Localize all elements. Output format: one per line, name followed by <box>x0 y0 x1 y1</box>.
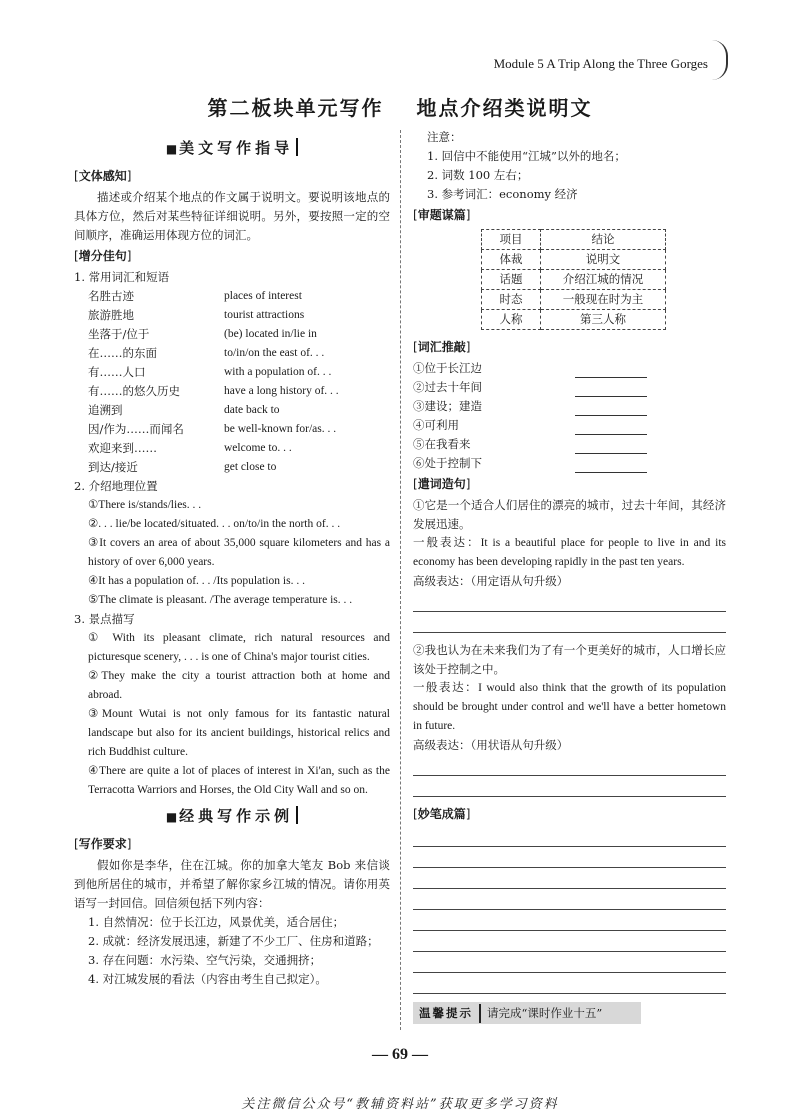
sentence-q2: ②我也认为在未来我们为了有一个更美好的城市，人口增长应该处于控制之中。 <box>413 643 726 676</box>
answer-blank[interactable] <box>575 384 647 397</box>
writing-line[interactable] <box>413 591 726 612</box>
phrase-row: 欢迎来到…… welcome to. . . <box>88 441 292 455</box>
title-left: 第二板块单元写作 <box>207 96 384 120</box>
requirement-item: 4. 对江城发展的看法（内容由考生自己拟定）。 <box>88 972 327 986</box>
phrase-row: 有……人口 with a population of. . . <box>88 365 332 379</box>
sentence-q1: ①它是一个适合人们居住的漂亮的城市，过去十年间，其经济发展迅速。 <box>413 498 726 531</box>
scenic-sentence: ④There are quite a lot of places of interest in Xi'an, such as the Terracotta Warriors and Horses, the Old City Wall and so on. <box>88 765 390 796</box>
phrase-row: 有……的悠久历史 have a long history of. . . <box>88 384 339 398</box>
phrase-row: 因/作为……而闻名 be well-known for/as. . . <box>88 422 337 436</box>
tip-box <box>413 1002 641 1024</box>
tag-boost: [增分佳句] <box>74 249 132 263</box>
tag-compose: [妙笔成篇] <box>413 807 471 821</box>
boost-subtitle-3: 3. 景点描写 <box>74 612 135 626</box>
vocab-item: ⑥处于控制下 <box>413 454 726 473</box>
writing-line[interactable] <box>413 973 726 994</box>
tag-vocab: [词汇推敲] <box>413 340 471 354</box>
location-sentence: ①There is/stands/lies. . . <box>88 499 202 511</box>
heading-bar <box>296 138 298 156</box>
answer-blank[interactable] <box>575 365 647 378</box>
table-row: 时态 一般现在时为主 <box>482 290 666 310</box>
guide-heading: ■ 美文写作指导 <box>74 138 390 159</box>
example-heading: ■ 经典写作示例 <box>74 806 390 827</box>
phrase-row: 到达/接近 get close to <box>88 460 277 474</box>
writing-line[interactable] <box>413 931 726 952</box>
writing-line[interactable] <box>413 826 726 847</box>
title-right: 地点介绍类说明文 <box>416 96 593 120</box>
requirement-item: 3. 存在问题：水污染、空气污染，交通拥挤； <box>88 953 322 967</box>
location-sentence: ②. . . lie/be located/situated. . . on/to/in the north of. . . <box>88 518 341 530</box>
note-item: 3. 参考词汇：economy 经济 <box>427 187 578 201</box>
page-number: — 69 — <box>372 1046 428 1063</box>
sentence-q1-plain: 一般表达：It is a beautiful place for people to live in and its economy has been developing rapidly in the past ten years. <box>413 537 726 568</box>
writing-line[interactable] <box>413 868 726 889</box>
scenic-sentence: ③Mount Wutai is not only famous for its fantastic natural landscape but also for its ancient buildings, historical relics and rich Buddhist culture. <box>88 708 390 758</box>
vocab-item: ④可利用 <box>413 416 726 435</box>
phrase-row: 在……的东面 to/in/on the east of. . . <box>88 346 325 360</box>
answer-blank[interactable] <box>575 403 647 416</box>
heading-bar <box>296 806 298 824</box>
vocab-item: ③建设；建造 <box>413 397 726 416</box>
scenic-sentence: ②They make the city a tourist attraction both at home and abroad. <box>88 670 390 701</box>
phrase-row: 追溯到 date back to <box>88 403 280 417</box>
scenic-sentence: ① With its pleasant climate, rich natural resources and picturesque scenery, . . . is one of China's major tourist cities. <box>88 632 390 663</box>
footer-note: 关注微信公众号“教辅资料站”获取更多学习资料 <box>241 1097 559 1112</box>
location-sentence: ④It has a population of. . . /Its population is. . . <box>88 575 305 587</box>
answer-blank[interactable] <box>575 441 647 454</box>
tag-plan: [审题谋篇] <box>413 208 471 222</box>
requirement-item: 1. 自然情况：位于长江边，风景优美，适合居住； <box>88 915 345 929</box>
vocab-item: ②过去十年间 <box>413 378 726 397</box>
location-sentence: ⑤The climate is pleasant. /The average temperature is. . . <box>88 594 353 606</box>
header-curve-decoration <box>712 40 728 80</box>
vocab-item: ⑤在我看来 <box>413 435 726 454</box>
phrase-list <box>74 287 390 477</box>
note-item: 1. 回信中不能使用“江城”以外的地名； <box>427 149 626 163</box>
answer-blank[interactable] <box>575 422 647 435</box>
plan-table <box>481 229 666 330</box>
sentence-q2-advanced: 高级表达：（用状语从句升级） <box>413 738 569 752</box>
writing-line[interactable] <box>413 910 726 931</box>
writing-line[interactable] <box>413 612 726 633</box>
sentence-q2-plain: 一般表达：I would also think that the growth of its population should be brought under control and we'll have a better hometown in future. <box>413 682 726 732</box>
answer-blank[interactable] <box>575 460 647 473</box>
right-column <box>413 128 726 1024</box>
tip-text: 请完成“课时作业十五” <box>487 1005 603 1020</box>
location-sentence: ③It covers an area of about 35,000 square kilometers and has a history of over 6,000 years. <box>88 537 390 568</box>
sentence-q1-advanced: 高级表达：（用定语从句升级） <box>413 574 569 588</box>
sense-text: 描述或介绍某个地点的作文属于说明文。要说明该地点的具体方位，然后对某些特征详细说明。另外，要按照一定的空间顺序，准确运用体现方位的词汇。 <box>74 190 390 242</box>
phrase-row: 旅游胜地 tourist attractions <box>88 308 305 322</box>
table-row: 体裁 说明文 <box>482 250 666 270</box>
note-item: 2. 词数 100 左右； <box>427 168 529 182</box>
table-row: 话题 介绍江城的情况 <box>482 270 666 290</box>
section-marker-icon: ■ <box>165 142 178 156</box>
running-header: Module 5 A Trip Along the Three Gorges <box>493 56 708 71</box>
writing-line[interactable] <box>413 776 726 797</box>
page-title <box>0 92 800 121</box>
boost-subtitle-1: 1. 常用词汇和短语 <box>74 270 170 284</box>
tag-requirement: [写作要求] <box>74 837 132 851</box>
writing-line[interactable] <box>413 889 726 910</box>
table-row: 项目 结论 <box>482 230 666 250</box>
phrase-row: 名胜古迹 places of interest <box>88 289 302 303</box>
tag-sense: [文体感知] <box>74 169 132 183</box>
vocab-item: ①位于长江边 <box>413 359 726 378</box>
phrase-row: 坐落于/位于 (be) located in/lie in <box>88 327 317 341</box>
requirement-item: 2. 成就：经济发展迅速，新建了不少工厂、住房和道路； <box>88 934 379 948</box>
section-marker-icon: ■ <box>165 810 178 824</box>
writing-line[interactable] <box>413 847 726 868</box>
left-column <box>74 134 390 989</box>
tag-sentence: [遣词造句] <box>413 477 471 491</box>
writing-line[interactable] <box>413 952 726 973</box>
notes-title: 注意： <box>427 130 462 144</box>
boost-subtitle-2: 2. 介绍地理位置 <box>74 479 158 493</box>
tip-label: 温馨提示 <box>413 1004 481 1023</box>
table-row: 人称 第三人称 <box>482 310 666 330</box>
requirement-text: 假如你是李华，住在江城。你的加拿大笔友 Bob 来信谈到他所居住的城市，并希望了解你家乡江城的情况。请你用英语写一封回信。回信须包括下列内容： <box>74 858 390 910</box>
writing-line[interactable] <box>413 755 726 776</box>
column-divider <box>400 130 401 1030</box>
